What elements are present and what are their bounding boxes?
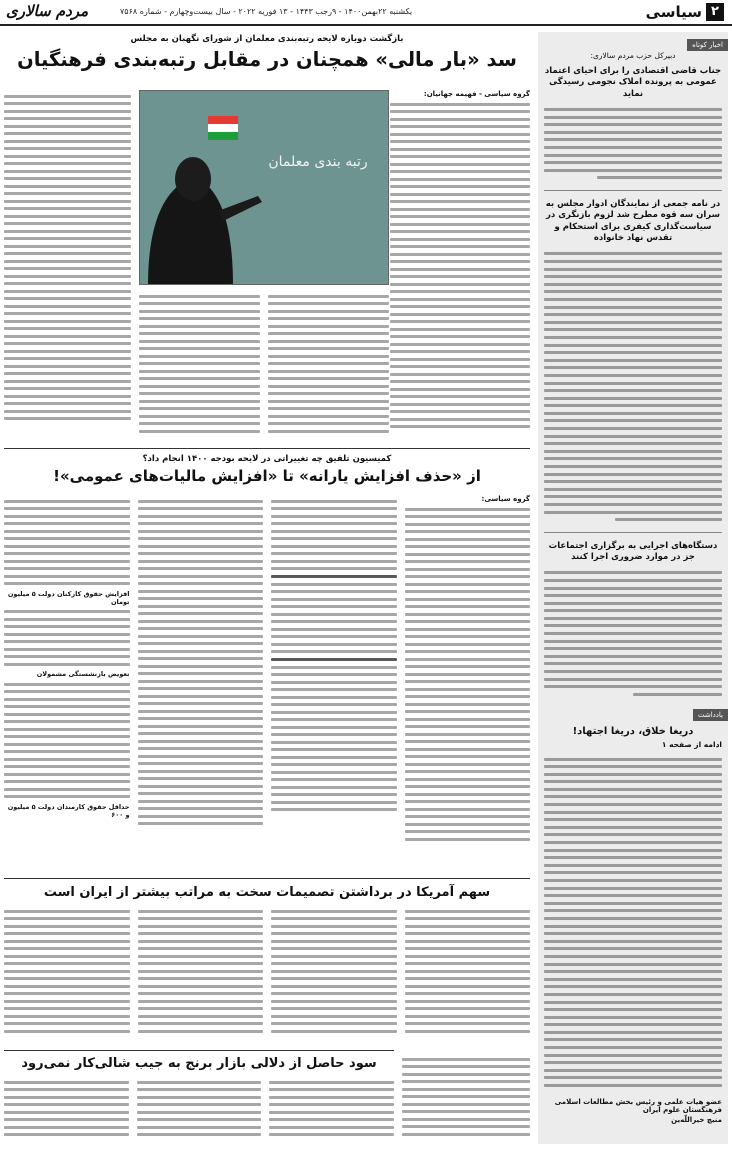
story3-headline: سهم آمریکا در برداشتن تصمیمات سخت به مراتب بیشتر از ایران است: [43, 885, 491, 900]
story2-intro: گروه سیاسی:: [481, 495, 530, 503]
author-name: منیچ خیراللّه‌ین: [671, 1115, 722, 1124]
main-content: [4, 32, 530, 1144]
story1-col: [390, 90, 530, 445]
section-label-news: اخبار کوتاه: [687, 39, 728, 51]
story2-header: [4, 452, 530, 485]
date-line: یکشنبه ۲۲بهمن۱۴۰۰ - ۹رجب ۱۴۴۳ - ۱۳ فوریه ۲۰۲۲ - سال بیست‌وچهارم - شماره ۷۵۶۸: [120, 7, 413, 16]
story2-subhead-1: افزایش حقوق کارکنان دولت ۵ میلیون تومان: [7, 589, 130, 606]
sidebar-item2-body: [538, 246, 728, 528]
story2-col-2: [271, 495, 397, 865]
classroom-image: [139, 91, 388, 285]
divider: [544, 532, 722, 533]
story1-headline: سد «بار مالی» همچنان در مقابل رتبه‌بندی فرهنگیان: [17, 48, 517, 71]
story1-kicker: بازگشت دوباره لایحه رتبه‌بندی معلمان از شورای نگهبان به مجلس: [130, 34, 404, 44]
sidebar-item1-kicker: دبیرکل حزب مردم سالاری:: [590, 51, 676, 60]
story1-intro: گروه سیاسی - فهیمه جهانیان:: [423, 90, 530, 98]
sidebar-item4-body: [538, 751, 728, 1094]
story2-columns: [4, 495, 530, 865]
story3-columns: [4, 905, 530, 1045]
flag-green: [208, 132, 238, 140]
masthead: [0, 0, 732, 26]
section-label-note: یادداشت: [693, 709, 728, 721]
sidebar-item3-body: [538, 565, 728, 703]
story2-headline: از «حذف افزایش یارانه» تا «افزایش مالیات‌های عمومی»!: [53, 467, 481, 485]
story4-headline: سود حاصل از دلالی بازار برنج به جیب شالی‌کار نمی‌رود: [21, 1056, 377, 1071]
story2-subhead-2: تعویض بازنشستگی مشمولان: [36, 670, 130, 678]
section-name: سیاسی: [645, 3, 702, 21]
sidebar-item1-title: جناب قاضی اقتصادی را برای احیای اعتماد عمومی به پرونده املاک نجومی رسیدگی نماید: [544, 66, 722, 99]
author-role: عضو هیات علمی و رئیس بخش مطالعات اسلامی فرهنگستان علوم ایران: [554, 1097, 722, 1114]
divider: [544, 190, 722, 191]
divider: [4, 878, 530, 879]
sidebar-item4-title: دریغا خلاق، دریغا اجتهاد!: [572, 726, 694, 738]
sidebar: [538, 32, 728, 1144]
page-number: ۲: [706, 3, 724, 21]
story1-columns-right: [390, 90, 530, 445]
sidebar-item2-title: در نامه جمعی از نمایندگان ادوار مجلس به سران سه قوه مطرح شد لزوم بازنگری در سیاست‌گذاری کیفری برای استحکام و تقدس نهاد خانواده: [545, 198, 721, 244]
sidebar-item3-title: دستگاه‌های اجرایی به برگزاری اجتماعات جز در موارد ضروری اجرا کنند: [548, 540, 718, 563]
story1-columns-below: [139, 290, 389, 445]
story2-col-3: [138, 495, 264, 865]
board-text: رتبه بندی معلمان: [268, 154, 368, 170]
story2-col-4: [4, 495, 130, 865]
story2-col-1: [405, 495, 531, 865]
story1-columns-left: [4, 90, 131, 445]
story4-columns: [4, 1076, 394, 1144]
divider: [4, 448, 530, 449]
story3-continuation: [402, 1053, 530, 1144]
sidebar-item1-body: [538, 101, 728, 186]
story2-subhead-3: حداقل حقوق کارمندان دولت ۵ میلیون و ۶۰۰: [7, 802, 130, 819]
newspaper-logo: مردم سالاری: [6, 2, 89, 20]
page-section: [646, 3, 724, 21]
divider: [4, 1050, 394, 1051]
flag-red: [208, 116, 238, 124]
teacher-photo: [139, 90, 389, 285]
sidebar-item4-lead: ادامه از صفحه ۱: [661, 739, 722, 749]
story2-kicker: کمیسیون تلفیق چه تغییراتی در لایحه بودجه ۱۴۰۰ انجام داد؟: [142, 454, 392, 464]
flag-white: [208, 124, 238, 132]
